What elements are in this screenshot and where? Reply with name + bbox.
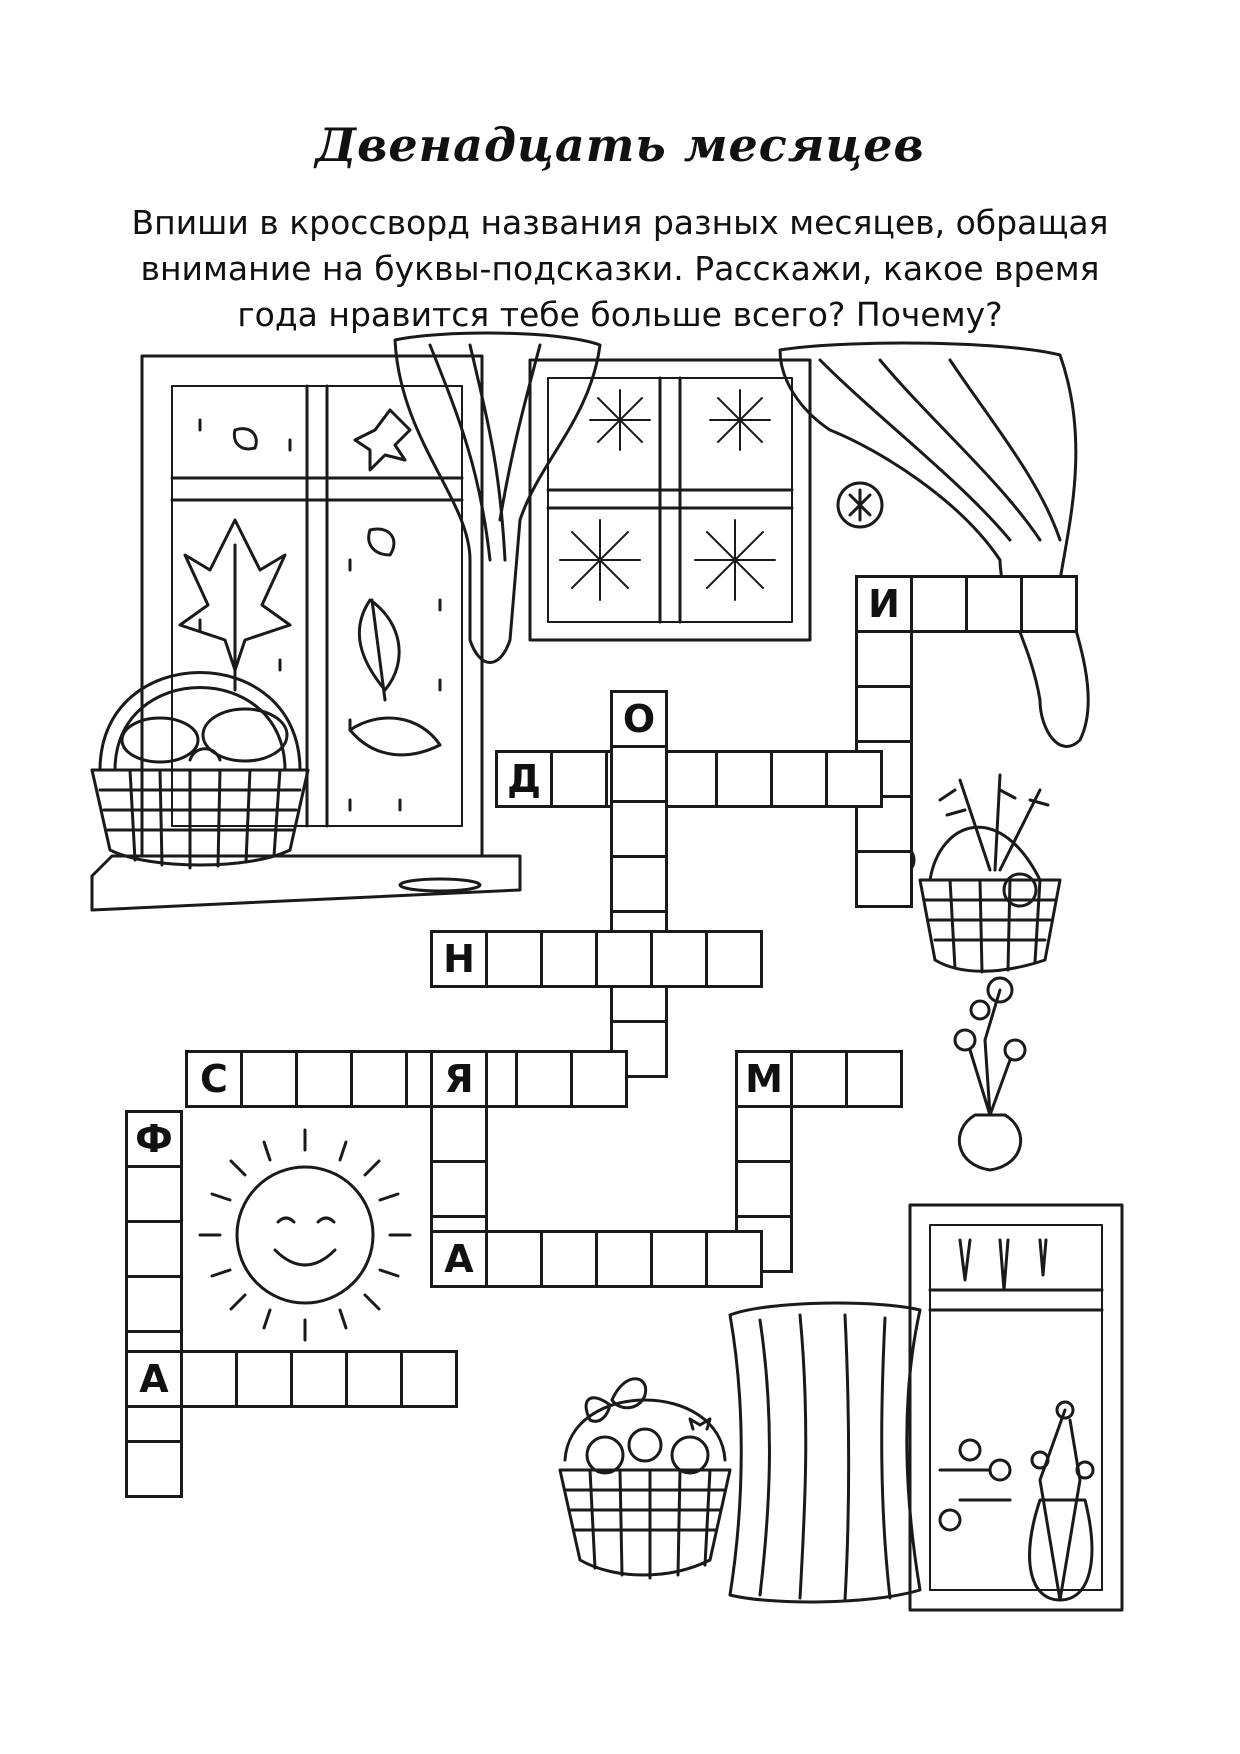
crossword-cell[interactable]: [290, 1350, 348, 1408]
crossword-cell[interactable]: [705, 930, 763, 988]
crossword-cell[interactable]: [235, 1350, 293, 1408]
crossword-hint-cell[interactable]: И: [855, 575, 913, 633]
crossword-hint-cell[interactable]: Ф: [125, 1110, 183, 1168]
crossword-hint-cell[interactable]: Я: [430, 1050, 488, 1108]
crossword-cell[interactable]: [735, 1105, 793, 1163]
crossword-cell[interactable]: [240, 1050, 298, 1108]
crossword-cell[interactable]: [515, 1050, 573, 1108]
crossword-cell[interactable]: [1020, 575, 1078, 633]
crossword-cell[interactable]: [660, 750, 718, 808]
crossword-cell[interactable]: [650, 930, 708, 988]
crossword-cell[interactable]: [610, 745, 668, 803]
crossword-cell[interactable]: [430, 1160, 488, 1218]
crossword-cell[interactable]: [610, 800, 668, 858]
crossword-cell[interactable]: [735, 1160, 793, 1218]
crossword-hint-cell[interactable]: С: [185, 1050, 243, 1108]
crossword-hint-cell[interactable]: О: [610, 690, 668, 748]
crossword-cell[interactable]: [610, 855, 668, 913]
crossword-cell[interactable]: [595, 930, 653, 988]
crossword-cell[interactable]: [180, 1350, 238, 1408]
crossword-cell[interactable]: [855, 630, 913, 688]
crossword-cell[interactable]: [350, 1050, 408, 1108]
crossword-cell[interactable]: [430, 1105, 488, 1163]
crossword-cell[interactable]: [845, 1050, 903, 1108]
crossword-cell[interactable]: [595, 1230, 653, 1288]
crossword-cell[interactable]: [715, 750, 773, 808]
crossword-hint-cell[interactable]: М: [735, 1050, 793, 1108]
crossword-cell[interactable]: [485, 930, 543, 988]
crossword-cell[interactable]: [855, 685, 913, 743]
crossword-cell[interactable]: [345, 1350, 403, 1408]
crossword-hint-cell[interactable]: Н: [430, 930, 488, 988]
crossword-cell[interactable]: [125, 1165, 183, 1223]
crossword-cell[interactable]: [125, 1275, 183, 1333]
crossword-cell[interactable]: [770, 750, 828, 808]
crossword-cell[interactable]: [855, 850, 913, 908]
crossword-hint-cell[interactable]: А: [125, 1350, 183, 1408]
crossword-cell[interactable]: [295, 1050, 353, 1108]
crossword-cell[interactable]: [125, 1220, 183, 1278]
crossword-cell[interactable]: [910, 575, 968, 633]
crossword-cell[interactable]: [540, 1230, 598, 1288]
crossword-cell[interactable]: [965, 575, 1023, 633]
instruction-line-2: внимание на буквы-подсказки. Расскажи, какое время: [140, 249, 1100, 288]
crossword-cell[interactable]: [400, 1350, 458, 1408]
crossword-cell[interactable]: [650, 1230, 708, 1288]
crossword-hint-cell[interactable]: Д: [495, 750, 553, 808]
crossword-cell[interactable]: [485, 1230, 543, 1288]
instruction-line-1: Впиши в кроссворд названия разных месяцев, обращая: [131, 203, 1109, 242]
crossword-cell[interactable]: [550, 750, 608, 808]
crossword-cell[interactable]: [540, 930, 598, 988]
crossword-cell[interactable]: [570, 1050, 628, 1108]
instruction-line-3: года нравится тебе больше всего? Почему?: [237, 295, 1003, 334]
crossword-cell[interactable]: [125, 1440, 183, 1498]
page-title: Двенадцать месяцев: [315, 118, 925, 172]
crossword-hint-cell[interactable]: А: [430, 1230, 488, 1288]
crossword-cell[interactable]: [705, 1230, 763, 1288]
crossword-cell[interactable]: [790, 1050, 848, 1108]
crossword-cell[interactable]: [825, 750, 883, 808]
